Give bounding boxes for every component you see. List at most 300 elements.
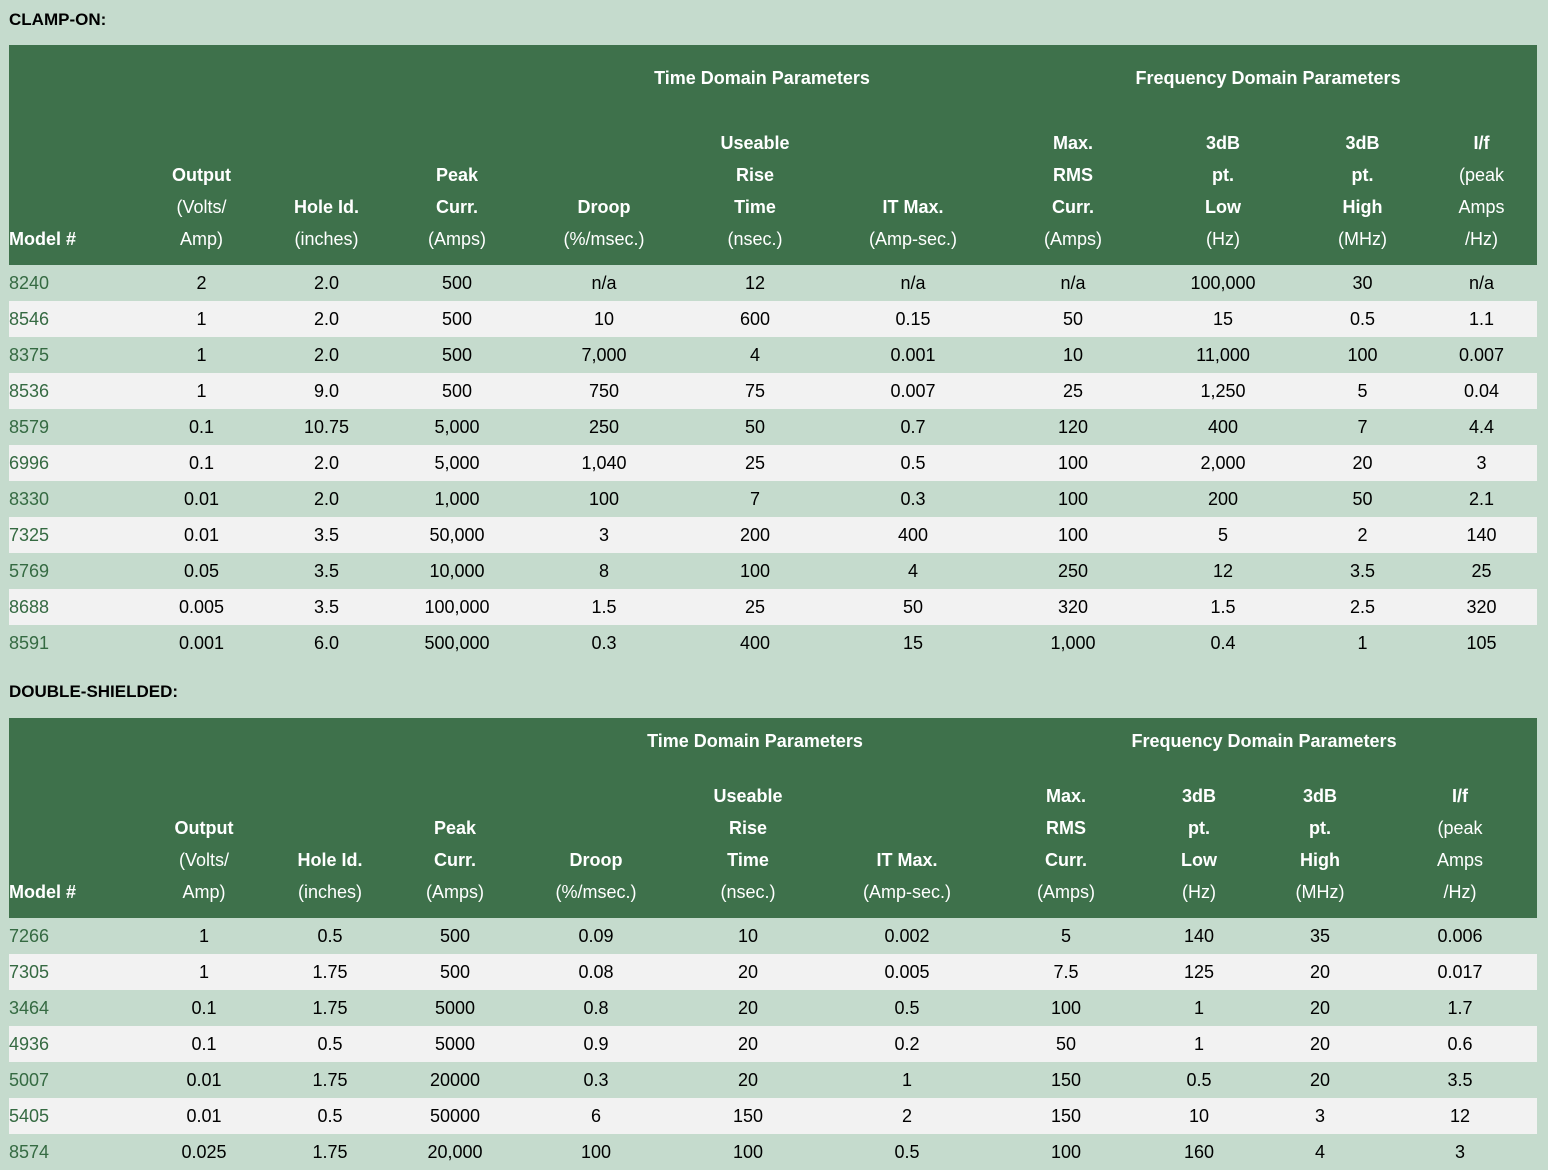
model-link[interactable]: 6996 <box>9 445 139 481</box>
table-cell: 10 <box>525 301 683 337</box>
table-cell: 2,000 <box>1147 445 1299 481</box>
table-cell: 20 <box>673 990 823 1026</box>
table-cell: 3 <box>1257 1098 1383 1134</box>
table-cell: 0.3 <box>525 625 683 661</box>
column-header-unit: Amps <box>1437 850 1484 870</box>
table-row <box>9 954 1537 990</box>
table-cell: 25 <box>999 373 1147 409</box>
column-header-label: I/f <box>1473 133 1490 153</box>
table-row <box>9 265 1537 301</box>
table-cell: 20 <box>1257 954 1383 990</box>
column-header-label: Useable <box>720 133 790 153</box>
column-header-unit: (nsec.) <box>720 882 776 902</box>
table-cell: 1.1 <box>1426 301 1537 337</box>
table-cell: 0.005 <box>139 589 264 625</box>
column-header <box>999 111 1147 265</box>
table-cell: 20000 <box>391 1062 519 1098</box>
column-header-label: Model # <box>9 882 77 902</box>
table-cell: 200 <box>683 517 827 553</box>
column-header <box>683 111 827 265</box>
table-cell: 1.75 <box>269 1062 391 1098</box>
column-header <box>525 111 683 265</box>
column-header-label: Droop <box>569 850 623 870</box>
table-cell: 1.5 <box>525 589 683 625</box>
table-cell: 7 <box>683 481 827 517</box>
table-cell: 400 <box>827 517 999 553</box>
model-link[interactable]: 8591 <box>9 625 139 661</box>
table-cell: 3.5 <box>1299 553 1426 589</box>
table-cell: 0.1 <box>139 1026 269 1062</box>
table-cell: 400 <box>683 625 827 661</box>
column-header-unit: /Hz) <box>1465 229 1499 249</box>
table-cell: 1 <box>1141 1026 1257 1062</box>
table-row <box>9 990 1537 1026</box>
table-cell: 12 <box>683 265 827 301</box>
table-cell: 25 <box>683 589 827 625</box>
column-header <box>1147 111 1299 265</box>
column-header <box>264 111 389 265</box>
column-header-label: High <box>1342 197 1383 217</box>
table-cell: 1,250 <box>1147 373 1299 409</box>
table-cell: 25 <box>1426 553 1537 589</box>
column-header <box>391 764 519 918</box>
table-cell: 0.001 <box>139 625 264 661</box>
model-link[interactable]: 8536 <box>9 373 139 409</box>
table-cell: 100 <box>991 990 1141 1026</box>
column-header-unit: (Amps) <box>1044 229 1102 249</box>
table-cell: 500 <box>391 954 519 990</box>
table-cell: 20 <box>1257 1062 1383 1098</box>
table-cell: 10.75 <box>264 409 389 445</box>
column-header <box>9 764 139 918</box>
table-cell: 7,000 <box>525 337 683 373</box>
table-cell: 0.4 <box>1147 625 1299 661</box>
table-cell: 3.5 <box>1383 1062 1537 1098</box>
column-header-label: Curr. <box>433 850 476 870</box>
column-header-label: 3dB <box>1205 133 1240 153</box>
table-cell: 20 <box>673 1026 823 1062</box>
table-cell: 0.01 <box>139 1098 269 1134</box>
table-cell: 0.5 <box>827 445 999 481</box>
table-cell: 5,000 <box>389 409 525 445</box>
column-header-unit: (Hz) <box>1206 229 1240 249</box>
table-cell: 100 <box>519 1134 673 1170</box>
table-cell: 2.0 <box>264 481 389 517</box>
table-cell: 0.2 <box>823 1026 991 1062</box>
table-cell: 0.5 <box>1141 1062 1257 1098</box>
table-cell: 5 <box>1299 373 1426 409</box>
table-cell: 500 <box>389 337 525 373</box>
table-cell: 5,000 <box>389 445 525 481</box>
table-cell: 150 <box>991 1098 1141 1134</box>
column-header-unit: /Hz) <box>1443 882 1477 902</box>
table-cell: 5 <box>991 918 1141 954</box>
column-header-unit: (%/msec.) <box>555 882 637 902</box>
table-cell: 20 <box>673 954 823 990</box>
table-cell: 4.4 <box>1426 409 1537 445</box>
table-cell: 2 <box>139 265 264 301</box>
table-cell: 15 <box>1147 301 1299 337</box>
frequency-domain-header: Frequency Domain Parameters <box>991 718 1537 764</box>
column-header <box>269 764 391 918</box>
frequency-domain-header: Frequency Domain Parameters <box>999 45 1537 111</box>
table-cell: 20 <box>1299 445 1426 481</box>
table-cell: 0.01 <box>139 1062 269 1098</box>
model-link[interactable]: 5007 <box>9 1062 139 1098</box>
column-header <box>9 111 139 265</box>
table-cell: 160 <box>1141 1134 1257 1170</box>
table-cell: 4 <box>827 553 999 589</box>
column-header-unit: Amp) <box>182 882 226 902</box>
model-link[interactable]: 8546 <box>9 301 139 337</box>
column-header-label: Rise <box>728 818 768 838</box>
column-header-label: pt. <box>1188 818 1210 838</box>
table-cell: 50 <box>1299 481 1426 517</box>
column-header-unit: (inches) <box>297 882 363 902</box>
table-cell: 10 <box>673 918 823 954</box>
table-row <box>9 373 1537 409</box>
table-cell: 500 <box>391 918 519 954</box>
column-header <box>1383 764 1537 918</box>
table-cell: 3.5 <box>264 589 389 625</box>
column-header-unit: (Hz) <box>1182 882 1216 902</box>
column-header-label: Peak <box>433 818 477 838</box>
table-row <box>9 1134 1537 1170</box>
column-header <box>673 764 823 918</box>
table-cell: 0.5 <box>269 918 391 954</box>
model-link[interactable]: 8579 <box>9 409 139 445</box>
table-cell: 0.05 <box>139 553 264 589</box>
table-cell: 1,000 <box>389 481 525 517</box>
table-row <box>9 625 1537 661</box>
table-cell: 2.0 <box>264 265 389 301</box>
column-header-unit: Amps <box>1458 197 1505 217</box>
column-header-label: 3dB <box>1345 133 1380 153</box>
table-cell: 0.6 <box>1383 1026 1537 1062</box>
table-cell: 0.006 <box>1383 918 1537 954</box>
column-header-unit: (nsec.) <box>727 229 783 249</box>
table-cell: 10 <box>999 337 1147 373</box>
table-cell: 2.0 <box>264 445 389 481</box>
table-cell: 12 <box>1383 1098 1537 1134</box>
table-cell: 100 <box>999 445 1147 481</box>
clamp-on-table <box>9 45 1537 661</box>
table-cell: 400 <box>1147 409 1299 445</box>
column-header-label: Max. <box>1045 786 1087 806</box>
column-header-label: pt. <box>1212 165 1234 185</box>
table-cell: 0.01 <box>139 481 264 517</box>
column-header <box>139 764 269 918</box>
table-cell: 20 <box>1257 990 1383 1026</box>
table-cell: 320 <box>999 589 1147 625</box>
table-cell: 0.01 <box>139 517 264 553</box>
column-header-label: IT Max. <box>876 850 938 870</box>
time-domain-header: Time Domain Parameters <box>525 45 999 111</box>
column-header <box>1426 111 1537 265</box>
table-cell: 120 <box>999 409 1147 445</box>
table-cell: 105 <box>1426 625 1537 661</box>
clamp-on-title: CLAMP-ON: <box>9 10 107 29</box>
column-header-label: High <box>1300 850 1340 870</box>
table-cell: 3 <box>1426 445 1537 481</box>
column-header-label: RMS <box>1053 165 1093 185</box>
table-cell: 50 <box>683 409 827 445</box>
column-header <box>1141 764 1257 918</box>
column-header-label: IT Max. <box>882 197 944 217</box>
table-cell: 250 <box>525 409 683 445</box>
table-cell: 2.1 <box>1426 481 1537 517</box>
table-cell: 1.7 <box>1383 990 1537 1026</box>
table-cell: 2 <box>1299 517 1426 553</box>
table-cell: 100 <box>999 517 1147 553</box>
table-cell: 50,000 <box>389 517 525 553</box>
table-cell: 0.007 <box>1426 337 1537 373</box>
table-cell: 0.04 <box>1426 373 1537 409</box>
table-cell: 6 <box>519 1098 673 1134</box>
table-cell: 8 <box>525 553 683 589</box>
table-cell: 0.002 <box>823 918 991 954</box>
table-cell: 2 <box>823 1098 991 1134</box>
column-header-label: RMS <box>1046 818 1086 838</box>
table-cell: 200 <box>1147 481 1299 517</box>
table-cell: 0.3 <box>827 481 999 517</box>
table-cell: 4 <box>683 337 827 373</box>
table-cell: n/a <box>827 265 999 301</box>
table-cell: 500 <box>389 373 525 409</box>
model-link[interactable]: 7305 <box>9 954 139 990</box>
column-header-label: Curr. <box>1044 850 1087 870</box>
table-cell: 1.75 <box>269 954 391 990</box>
column-header-label: I/f <box>1452 786 1469 806</box>
table-cell: 1 <box>139 301 264 337</box>
table-row <box>9 1098 1537 1134</box>
column-header <box>389 111 525 265</box>
table-cell: n/a <box>1426 265 1537 301</box>
column-header-unit: (MHz) <box>1295 882 1345 902</box>
time-domain-header: Time Domain Parameters <box>519 718 991 764</box>
table-cell: 1.5 <box>1147 589 1299 625</box>
table-cell: 75 <box>683 373 827 409</box>
model-link[interactable]: 8574 <box>9 1134 139 1170</box>
column-header <box>1299 111 1426 265</box>
table-cell: 30 <box>1299 265 1426 301</box>
table-cell: 5000 <box>391 990 519 1026</box>
table-cell: 500,000 <box>389 625 525 661</box>
table-cell: 100 <box>683 553 827 589</box>
column-header-label: 3dB <box>1302 786 1337 806</box>
table-cell: 20 <box>1257 1026 1383 1062</box>
table-cell: 0.08 <box>519 954 673 990</box>
table-row <box>9 337 1537 373</box>
table-cell: 0.001 <box>827 337 999 373</box>
table-cell: 250 <box>999 553 1147 589</box>
column-header-unit: (peak <box>1437 818 1483 838</box>
table-cell: 1 <box>139 954 269 990</box>
table-cell: 100 <box>991 1134 1141 1170</box>
table-cell: 5000 <box>391 1026 519 1062</box>
column-header <box>823 764 991 918</box>
column-header-unit: (Amps) <box>1037 882 1095 902</box>
column-header <box>139 111 264 265</box>
model-link[interactable]: 7266 <box>9 918 139 954</box>
table-cell: 0.5 <box>823 1134 991 1170</box>
table-cell: 2.0 <box>264 301 389 337</box>
table-cell: 0.9 <box>519 1026 673 1062</box>
table-cell: 0.5 <box>269 1026 391 1062</box>
column-header <box>1257 764 1383 918</box>
table-cell: 150 <box>991 1062 1141 1098</box>
model-link[interactable]: 7325 <box>9 517 139 553</box>
table-cell: 0.5 <box>823 990 991 1026</box>
table-row <box>9 445 1537 481</box>
model-link[interactable]: 8375 <box>9 337 139 373</box>
column-header-unit: (MHz) <box>1338 229 1387 249</box>
column-header-unit: (Amp-sec.) <box>868 229 957 249</box>
table-cell: 20 <box>673 1062 823 1098</box>
table-cell: 500 <box>389 265 525 301</box>
model-link[interactable]: 3464 <box>9 990 139 1026</box>
table-row <box>9 481 1537 517</box>
table-cell: 140 <box>1141 918 1257 954</box>
table-cell: n/a <box>525 265 683 301</box>
table-cell: 100 <box>999 481 1147 517</box>
table-cell: 0.5 <box>269 1098 391 1134</box>
table-cell: 7.5 <box>991 954 1141 990</box>
column-header-label: Droop <box>577 197 631 217</box>
table-cell: 750 <box>525 373 683 409</box>
table-cell: 50 <box>999 301 1147 337</box>
table-row <box>9 918 1537 954</box>
column-header-label: Curr. <box>1051 197 1094 217</box>
table-cell: 0.09 <box>519 918 673 954</box>
table-cell: 1.75 <box>269 1134 391 1170</box>
table-cell: n/a <box>999 265 1147 301</box>
table-cell: 150 <box>673 1098 823 1134</box>
table-cell: 0.1 <box>139 445 264 481</box>
table-cell: 1 <box>139 373 264 409</box>
table-cell: 0.7 <box>827 409 999 445</box>
table-cell: 1,040 <box>525 445 683 481</box>
column-header-unit: Amp) <box>179 229 223 249</box>
column-header-unit: (Volts/ <box>176 197 227 217</box>
table-cell: 6.0 <box>264 625 389 661</box>
table-cell: 0.1 <box>139 990 269 1026</box>
table-cell: 500 <box>389 301 525 337</box>
column-header-label: Output <box>174 818 234 838</box>
table-cell: 100 <box>1299 337 1426 373</box>
column-header-label: Hole Id. <box>297 850 363 870</box>
table-cell: 125 <box>1141 954 1257 990</box>
column-header-label: pt. <box>1309 818 1331 838</box>
column-header-label: Low <box>1205 197 1241 217</box>
table-cell: 0.007 <box>827 373 999 409</box>
table-row <box>9 589 1537 625</box>
table-cell: 0.3 <box>519 1062 673 1098</box>
table-cell: 1 <box>1299 625 1426 661</box>
column-header-label: Useable <box>713 786 783 806</box>
column-header-label: Output <box>172 165 231 185</box>
table-cell: 0.8 <box>519 990 673 1026</box>
table-cell: 0.017 <box>1383 954 1537 990</box>
table-row <box>9 517 1537 553</box>
table-cell: 2.0 <box>264 337 389 373</box>
model-link[interactable]: 5769 <box>9 553 139 589</box>
column-header-label: Low <box>1181 850 1217 870</box>
table-cell: 600 <box>683 301 827 337</box>
column-header-unit: (Amp-sec.) <box>862 882 951 902</box>
model-link[interactable]: 5405 <box>9 1098 139 1134</box>
column-header-label: Time <box>734 197 776 217</box>
table-cell: 50 <box>827 589 999 625</box>
column-header-unit: (Volts/ <box>178 850 230 870</box>
column-header-label: Peak <box>435 165 479 185</box>
table-cell: 0.15 <box>827 301 999 337</box>
table-cell: 100,000 <box>389 589 525 625</box>
table-cell: 9.0 <box>264 373 389 409</box>
table-cell: 11,000 <box>1147 337 1299 373</box>
column-header-label: Max. <box>1052 133 1094 153</box>
table-cell: 100 <box>525 481 683 517</box>
table-cell: 1,000 <box>999 625 1147 661</box>
table-cell: 7 <box>1299 409 1426 445</box>
model-link[interactable]: 4936 <box>9 1026 139 1062</box>
table-cell: 50 <box>991 1026 1141 1062</box>
column-header <box>519 764 673 918</box>
table-cell: 0.005 <box>823 954 991 990</box>
column-header-label: Rise <box>735 165 775 185</box>
table-cell: 3.5 <box>264 517 389 553</box>
table-row <box>9 1062 1537 1098</box>
table-cell: 320 <box>1426 589 1537 625</box>
table-cell: 50000 <box>391 1098 519 1134</box>
table-row <box>9 553 1537 589</box>
table-cell: 0.1 <box>139 409 264 445</box>
table-cell: 1 <box>139 918 269 954</box>
table-row <box>9 1026 1537 1062</box>
table-cell: 12 <box>1147 553 1299 589</box>
table-cell: 140 <box>1426 517 1537 553</box>
table-cell: 5 <box>1147 517 1299 553</box>
table-cell: 3 <box>1383 1134 1537 1170</box>
table-cell: 1.75 <box>269 990 391 1026</box>
table-cell: 10 <box>1141 1098 1257 1134</box>
column-header <box>827 111 999 265</box>
column-header-unit: (Amps) <box>426 882 484 902</box>
column-header-unit: (Amps) <box>428 229 486 249</box>
column-header-label: Curr. <box>435 197 478 217</box>
model-link[interactable]: 8330 <box>9 481 139 517</box>
table-cell: 1 <box>823 1062 991 1098</box>
table-cell: 1 <box>1141 990 1257 1026</box>
column-header-unit: (inches) <box>294 229 359 249</box>
column-header-label: Hole Id. <box>293 197 359 217</box>
table-cell: 2.5 <box>1299 589 1426 625</box>
table-cell: 20,000 <box>391 1134 519 1170</box>
column-header-label: 3dB <box>1181 786 1216 806</box>
table-cell: 25 <box>683 445 827 481</box>
column-header-label: Time <box>727 850 769 870</box>
table-cell: 100 <box>673 1134 823 1170</box>
table-cell: 0.5 <box>1299 301 1426 337</box>
double-shielded-table <box>9 718 1537 1170</box>
table-row <box>9 409 1537 445</box>
model-link[interactable]: 8688 <box>9 589 139 625</box>
table-cell: 3.5 <box>264 553 389 589</box>
column-header-label: pt. <box>1351 165 1374 185</box>
double-shielded-title: DOUBLE-SHIELDED: <box>9 682 179 701</box>
model-link[interactable]: 8240 <box>9 265 139 301</box>
column-header-unit: (%/msec.) <box>563 229 645 249</box>
